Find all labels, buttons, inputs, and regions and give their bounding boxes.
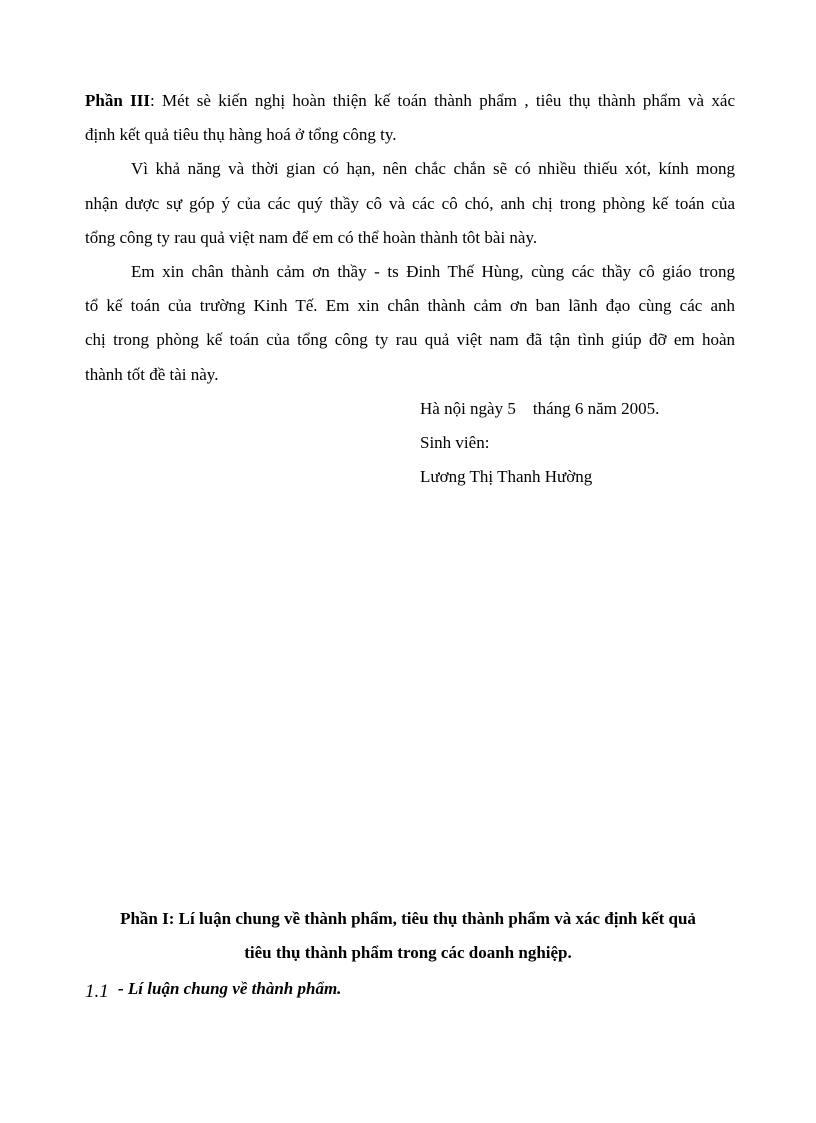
subsection-title: - Lí luận chung về thành phẩm. [118, 979, 342, 998]
signature-name: Lương Thị Thanh Hường [420, 467, 593, 486]
para2-line-1: Vì khả năng và thời gian có hạn, nên chắc chắn sẽ có nhiều thiếu xót, kính mong [131, 159, 735, 178]
section-heading-line-1: Phần I: Lí luận chung về thành phẩm, tiêu thụ thành phẩm và xác định kết quả [120, 909, 696, 928]
part3-line-1 [85, 90, 735, 112]
signature-role: Sinh viên: [420, 433, 490, 452]
para2-line-3: tổng công ty rau quả việt nam để em có thể hoàn thành tôt bài này. [85, 228, 538, 247]
part3-label: Phần III [85, 91, 150, 110]
para3-line-1: Em xin chân thành cảm ơn thầy - ts Đinh Thế Hùng, cùng các thầy cô giáo trong [131, 262, 735, 281]
para3-line-4: thành tốt đề tài này. [85, 365, 219, 384]
part3-line-1-text: : Mét sè kiến nghị hoàn thiện kế toán thành phẩm , tiêu thụ thành phẩm và xác [149, 91, 735, 110]
para3-line-2: tổ kế toán của trường Kinh Tế. Em xin chân thành cảm ơn ban lãnh đạo cùng các anh [85, 296, 735, 315]
para2-line-2: nhận dược sự góp ý của các quý thầy cô và các cô chó, anh chị trong phòng kế toán của [85, 194, 735, 213]
signature-date: Hà nội ngày 5 tháng 6 năm 2005. [420, 399, 660, 418]
subsection-number: 1.1 [85, 981, 109, 1002]
para3-line-3: chị trong phòng kế toán của tổng công ty rau quả việt nam đã tận tình giúp đỡ em hoàn [85, 330, 735, 349]
part3-line-2: định kết quả tiêu thụ hàng hoá ở tổng công ty. [85, 125, 397, 144]
section-heading-line-2: tiêu thụ thành phẩm trong các doanh nghiệp. [244, 943, 572, 962]
